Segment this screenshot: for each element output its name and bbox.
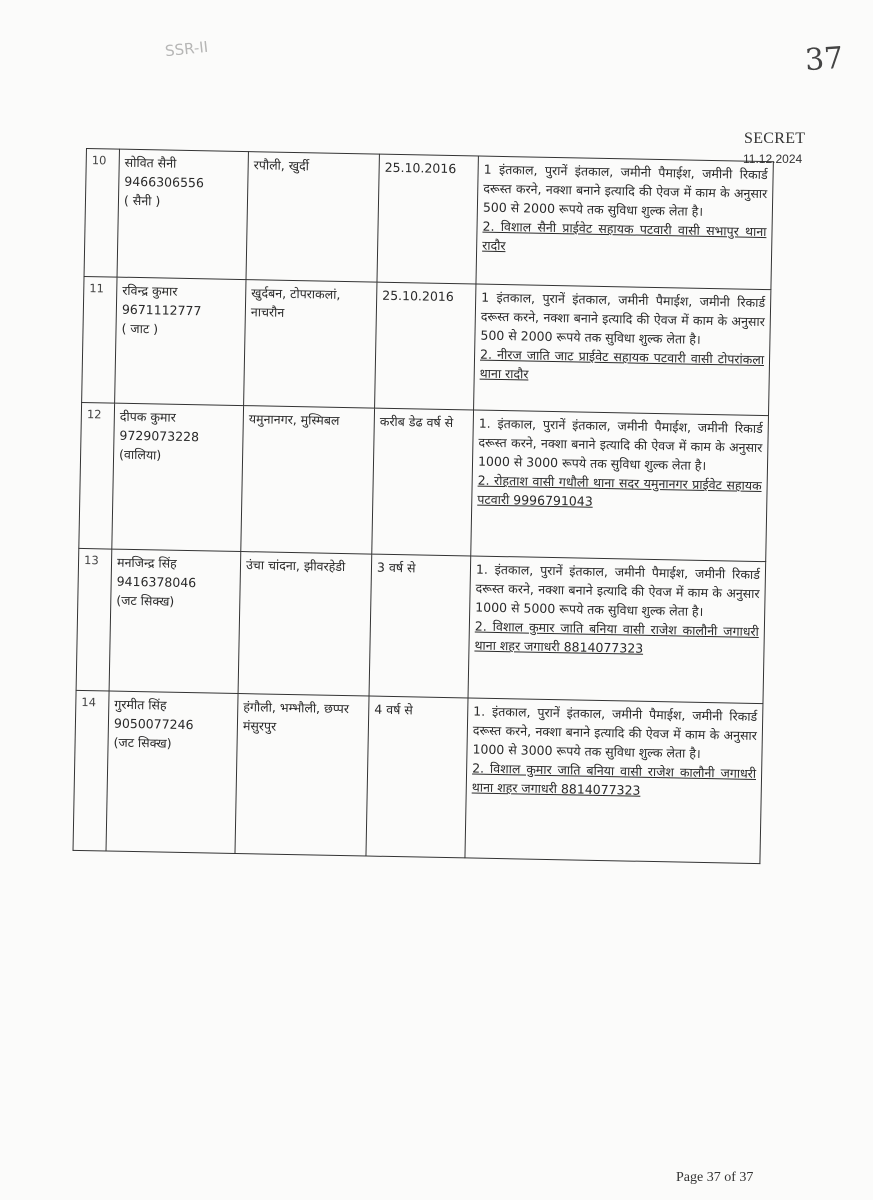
period-cell: 4 वर्ष से	[366, 696, 468, 858]
person-cell	[109, 549, 241, 693]
serial-number: 13	[76, 548, 112, 691]
classification-label: SECRET	[744, 130, 806, 147]
records-table	[73, 148, 774, 864]
person-name: रविन्द्र कुमार	[122, 282, 178, 299]
table-row	[73, 690, 763, 863]
person-phone: 9671112777	[121, 301, 202, 319]
description-cell	[474, 284, 771, 416]
table-row	[79, 402, 769, 561]
records-table-container	[73, 148, 774, 864]
period-cell: करीब डेढ वर्ष से	[372, 408, 474, 556]
person-caste: ( सैनी )	[123, 192, 161, 209]
assistant-details: 2. नीरज जाति जाट प्राईवेट सहायक पटवारी वासी टोपरांकला थाना रादौर	[479, 346, 765, 382]
place-cell: यमुनानगर, मुस्मिबल	[241, 406, 375, 554]
description-cell	[468, 556, 766, 704]
person-phone: 9729073228	[119, 427, 200, 445]
person-caste: (जट सिक्ख)	[116, 592, 175, 609]
person-name: दीपक कुमार	[119, 408, 176, 425]
assistant-details: 2. विशाल सैनी प्राईवेट सहायक पटवारी वासी सभापुर थाना रादौर	[482, 218, 767, 254]
serial-number: 11	[82, 276, 117, 403]
description-text: 1 इंतकाल, पुरानें इंतकाल, जमीनी पैमाईश, जमीनी रिकार्ड दरूस्त करने, नक्शा बनाने इत्यादि की ऐवज में काम के अनुसार 500 से 2000 रूपये तक सुविधा शुल्क लेता है।	[480, 289, 766, 347]
person-cell	[115, 277, 246, 405]
person-phone: 9050077246	[113, 715, 194, 733]
table-row	[76, 548, 766, 703]
table-row	[84, 149, 773, 290]
assistant-details: 2. विशाल कुमार जाति बनिया वासी राजेश कालौनी जगाधरी थाना शहर जगाधरी 8814077323	[471, 760, 757, 798]
description-text: 1. इंतकाल, पुरानें इंतकाल, जमीनी पैमाईश, जमीनी रिकार्ड दरूस्त करने, नक्शा बनाने इत्यादि की ऐवज में काम के अनुसार 1000 से 3000 रूपये तक सुविधा शुल्क लेता है।	[477, 415, 763, 473]
person-name: गुरमीत सिंह	[114, 696, 167, 713]
serial-number: 14	[73, 690, 109, 851]
handwritten-scribble: SSR-II	[164, 37, 209, 61]
person-phone: 9416378046	[116, 573, 197, 591]
serial-number: 12	[79, 402, 115, 549]
document-date: 11.12.2024	[743, 152, 803, 166]
person-caste: (वालिया)	[118, 446, 162, 463]
table-row	[82, 276, 771, 415]
person-cell	[112, 403, 244, 551]
place-cell: उंचा चांदना, झीवरहेडी	[238, 552, 372, 696]
person-caste: (जट सिक्ख)	[113, 734, 172, 751]
description-cell	[471, 410, 769, 562]
description-text: 1. इंतकाल, पुरानें इंतकाल, जमीनी पैमाईश, जमीनी रिकार्ड दरूस्त करने, नक्शा बनाने इत्यादि की ऐवज में काम के अनुसार 1000 से 5000 रूपये तक सुविधा शुल्क लेता है।	[475, 561, 761, 619]
person-caste: ( जाट )	[121, 320, 159, 337]
description-cell	[465, 698, 763, 864]
assistant-details: 2. रोहताश वासी गधौली थाना सदर यमुनानगर प्राईवेट सहायक पटवारी 9996791043	[477, 472, 762, 509]
description-cell	[476, 156, 773, 290]
person-cell	[117, 149, 248, 279]
serial-number: 10	[84, 149, 119, 278]
description-text: 1 इंतकाल, पुरानें इंतकाल, जमीनी पैमाईश, जमीनी रिकार्ड दरूस्त करने, नक्शा बनाने इत्यादि की ऐवज में काम के अनुसार 500 से 2000 रूपये तक सुविधा शुल्क लेता है।	[482, 161, 768, 219]
place-cell: रपौली, खुर्दी	[246, 152, 379, 282]
person-name: मनजिन्द्र सिंह	[116, 554, 177, 571]
period-cell: 25.10.2016	[377, 154, 478, 284]
period-cell: 3 वर्ष से	[369, 554, 471, 698]
page-footer	[676, 1170, 753, 1186]
place-cell: हंगौली, भम्भौली, छप्पर मंसुरपुर	[235, 694, 369, 856]
page-counter: Page 37 of 37	[676, 1170, 754, 1185]
person-name: सोवित सैनी	[124, 154, 177, 171]
place-cell: खुर्दबन, टोपराकलां, नाचरौन	[244, 280, 377, 408]
description-text: 1. इंतकाल, पुरानें इंतकाल, जमीनी पैमाईश, जमीनी रिकार्ड दरूस्त करने, नक्शा बनाने इत्यादि की ऐवज में काम के अनुसार 1000 से 3000 रूपये तक सुविधा शुल्क लेता है।	[472, 703, 758, 761]
handwritten-page-number: 37	[803, 40, 845, 79]
assistant-details: 2. विशाल कुमार जाति बनिया वासी राजेश कालौनी जगाधरी थाना शहर जगाधरी 8814077323	[474, 618, 759, 656]
person-phone: 9466306556	[124, 173, 205, 191]
period-cell: 25.10.2016	[375, 282, 476, 410]
person-cell	[106, 691, 238, 853]
